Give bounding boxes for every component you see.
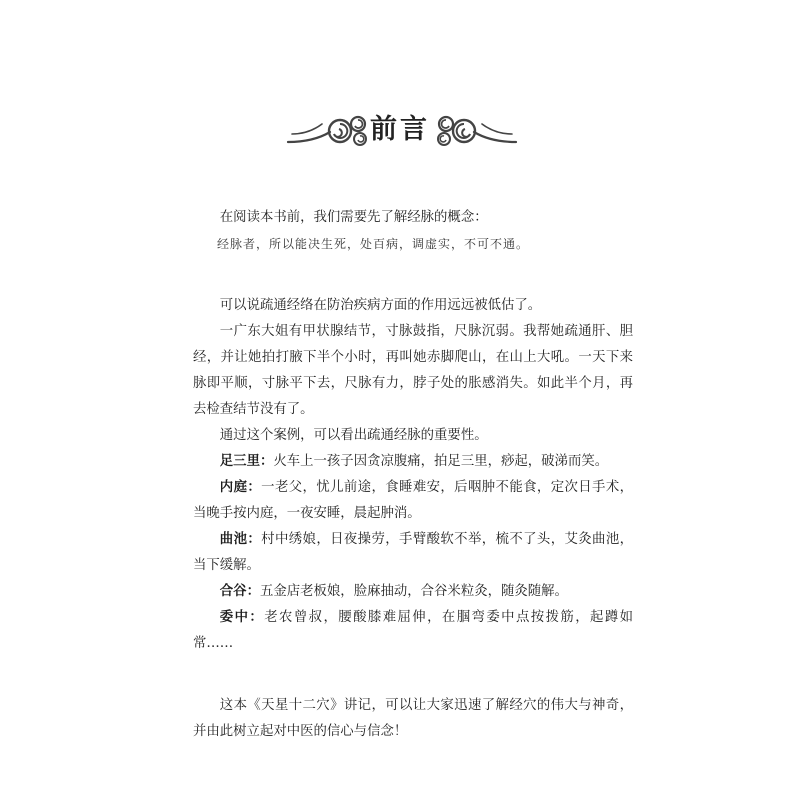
closing-paragraph: 这本《天星十二穴》讲记，可以让大家迅速了解经穴的伟大与神奇，并由此树立起对中医的信心与信念！: [193, 698, 633, 739]
title-block: [0, 108, 800, 156]
case-text: 老农曾叔，腰酸膝难屈伸，在腘弯委中点按拨筋，起蹲如常……: [193, 610, 634, 651]
cloud-ornament-left-icon: [286, 112, 370, 150]
case-text: 村中绣娘，日夜操劳，手臂酸软不举，梳不了头，艾灸曲池，当下缓解。: [193, 532, 634, 573]
classic-quote: 经脉者，所以能决生死，处百病，调虚实，不可不通。: [217, 237, 530, 251]
page-title: 前言: [370, 114, 430, 145]
case-term: 内庭：: [219, 480, 262, 495]
case-term: 合谷：: [219, 584, 260, 599]
case-term: 委中：: [219, 610, 265, 625]
case-item: [193, 527, 633, 579]
preface-body: [193, 205, 633, 745]
case-term: 曲池：: [219, 532, 262, 547]
case-item: [193, 475, 633, 527]
case-text: 五金店老板娘，脸麻抽动，合谷米粒灸，随灸随解。: [259, 584, 568, 599]
case-item: [193, 605, 633, 657]
paragraph-3: 通过这个案例，可以看出疏通经脉的重要性。: [219, 428, 488, 443]
case-term: 足三里：: [219, 454, 274, 469]
intro-paragraph: 在阅读本书前，我们需要先了解经脉的概念：: [219, 210, 488, 225]
case-item: [193, 579, 633, 605]
case-text: 一老父，忧儿前途，食睡难安，后咽肿不能食，定次日手术，当晚手按内庭，一夜安睡，晨起肿消。: [193, 480, 634, 521]
case-item: [193, 449, 633, 475]
cloud-ornament-right-icon: [434, 112, 518, 150]
paragraph-1: 可以说疏通经络在防治疾病方面的作用远远被低估了。: [219, 298, 542, 313]
case-text: 火车上一孩子因贪凉腹痛，拍足三里，痧起，破涕而笑。: [273, 454, 609, 469]
paragraph-2: 一广东大姐有甲状腺结节，寸脉鼓指，尺脉沉弱。我帮她疏通肝、胆经，并让她拍打腋下半个小时，再叫她赤脚爬山，在山上大吼。一天下来脉即平顺，寸脉平下去，尺脉有力，脖子处的胀感消失。如此半个月，再去检查结节没有了。: [193, 324, 633, 417]
